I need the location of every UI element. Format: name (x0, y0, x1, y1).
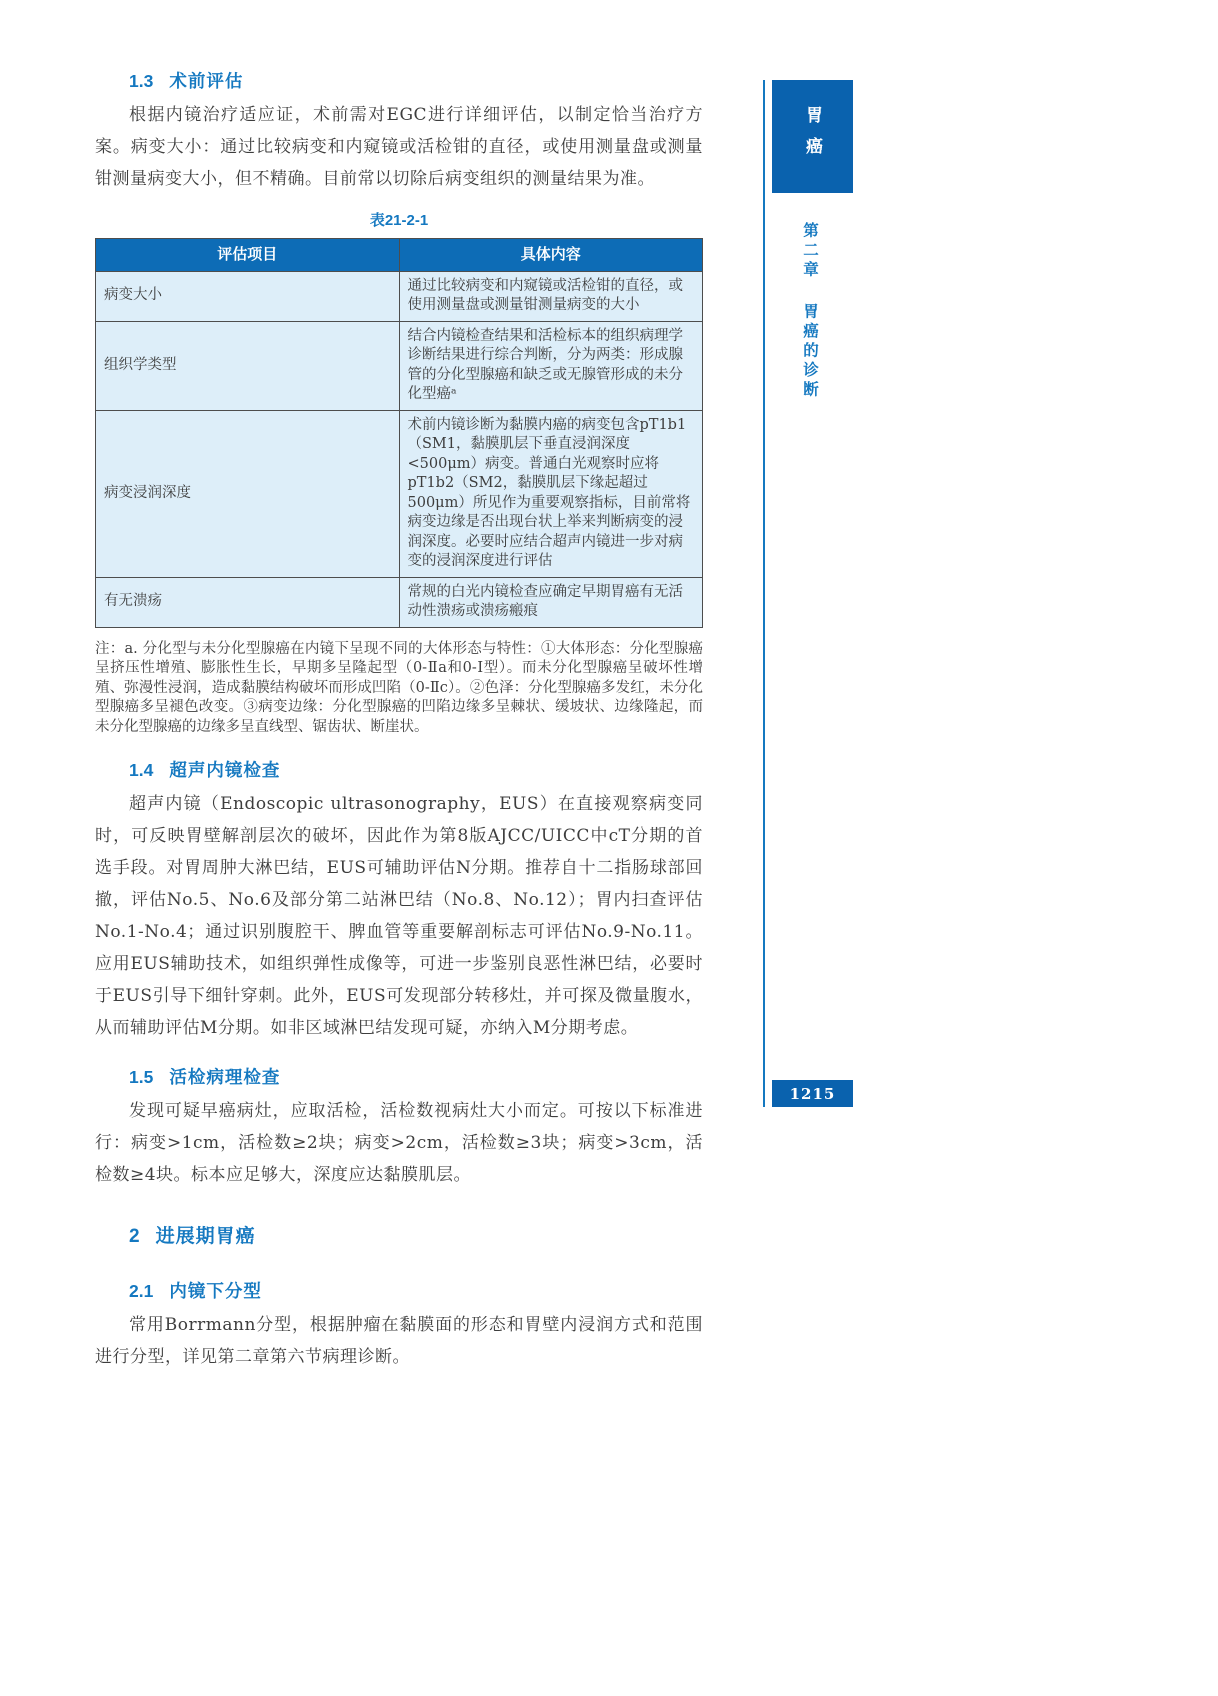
section-heading-1-4 (129, 757, 703, 782)
table-cell-content: 术前内镜诊断为黏膜内癌的病变包含pT1b1（SM1，黏膜肌层下垂直浸润深度<500μm）病变。普通白光观察时应将pT1b2（SM2，黏膜肌层下缘起超过500μm）所见作为重要观察指标，目前常将病变边缘是否出现台状上举来判断病变的浸润深度。必要时应结合超声内镜进一步对病变的浸润深度进行评估 (399, 410, 703, 577)
sidebar-chapter-block (772, 222, 853, 642)
table-cell-item: 组织学类型 (96, 321, 400, 410)
table-cell-content: 常规的白光内镜检查应确定早期胃癌有无活动性溃疡或溃疡瘢痕 (399, 577, 703, 627)
sidebar-tab-label: 胃癌 (803, 105, 822, 168)
section-number: 2.1 (129, 1281, 154, 1301)
paragraph-endoscopic-classification: 常用Borrmann分型，根据肿瘤在黏膜面的形态和胃壁内浸润方式和范围进行分型，详见第二章第六节病理诊断。 (95, 1315, 703, 1367)
table-cell-item: 有无溃疡 (96, 577, 400, 627)
section-number: 1.3 (129, 71, 154, 91)
evaluation-table (95, 238, 703, 628)
section-title: 活检病理检查 (169, 1067, 281, 1087)
paragraph-eus-examination: 超声内镜（Endoscopic ultrasonography，EUS）在直接观察病变同时，可反映胃壁解剖层次的破坏，因此作为第8版AJCC/UICC中cT分期的首选手段。对胃周肿大淋巴结，EUS可辅助评估N分期。推荐自十二指肠球部回撤，评估No.5、No.6及部分第二站淋巴结（No.8、No.12）；胃内扫查评估No.1-No.4；通过识别腹腔干、脾血管等重要解剖标志可评估No.9-No.11。应用EUS辅助技术，如组织弹性成像等，可进一步鉴别良恶性淋巴结，必要时于EUS引导下细针穿刺。此外，EUS可发现部分转移灶，并可探及微量腹水，从而辅助评估M分期。如非区域淋巴结发现可疑，亦纳入M分期考虑。 (95, 794, 703, 1038)
section-heading-1-3 (129, 68, 703, 93)
section-title: 术前评估 (169, 71, 244, 91)
page-number-badge (772, 1080, 853, 1107)
table-row (96, 577, 703, 627)
table-row (96, 410, 703, 577)
table-header-item: 评估项目 (96, 239, 400, 272)
sidebar-chapter-label: 第二章 (801, 222, 818, 281)
sidebar-chapter-title: 胃癌的诊断 (801, 302, 818, 400)
table-header-content: 具体内容 (399, 239, 703, 272)
table-footnote: 注：a. 分化型与未分化型腺癌在内镜下呈现不同的大体形态与特性：①大体形态：分化型腺癌呈挤压性增殖、膨胀性生长，早期多呈隆起型（0-Ⅱa和0-Ⅰ型）。而未分化型腺癌呈破坏性增殖、弥漫性浸润，造成黏膜结构破坏而形成凹陷（0-Ⅱc）。②色泽：分化型腺癌多发红，未分化型腺癌多呈褪色改变。③病变边缘：分化型腺癌的凹陷边缘多呈棘状、缓坡状、边缘隆起，而未分化型腺癌的边缘多呈直线型、锯齿状、断崖状。 (95, 640, 703, 735)
page-number: 1215 (789, 1084, 836, 1103)
table-row (96, 321, 703, 410)
section-title: 进展期胃癌 (155, 1226, 256, 1247)
section-heading-1-5 (129, 1064, 703, 1089)
section-number: 2 (129, 1226, 140, 1247)
section-heading-2-1 (129, 1278, 703, 1303)
section-number: 1.5 (129, 1067, 154, 1087)
section-heading-2 (129, 1221, 703, 1248)
table-cell-content: 结合内镜检查结果和活检标本的组织病理学诊断结果进行综合判断，分为两类：形成腺管的分化型腺癌和缺乏或无腺管形成的未分化型癌ᵃ (399, 321, 703, 410)
paragraph-biopsy-pathology: 发现可疑早癌病灶，应取活检，活检数视病灶大小而定。可按以下标准进行：病变>1cm，活检数≥2块；病变>2cm，活检数≥3块；病变>3cm，活检数≥4块。标本应足够大，深度应达黏膜肌层。 (95, 1101, 703, 1185)
table-cell-item: 病变浸润深度 (96, 410, 400, 577)
paragraph-preop-evaluation: 根据内镜治疗适应证，术前需对EGC进行详细评估，以制定恰当治疗方案。病变大小：通过比较病变和内窥镜或活检钳的直径，或使用测量盘或测量钳测量病变大小，但不精确。目前常以切除后病变组织的测量结果为准。 (95, 105, 703, 189)
section-number: 1.4 (129, 760, 154, 780)
sidebar-divider-line (763, 80, 765, 1107)
section-title: 超声内镜检查 (169, 760, 281, 780)
table-cell-item: 病变大小 (96, 271, 400, 321)
table-caption: 表21-2-1 (369, 212, 429, 229)
section-title: 内镜下分型 (169, 1281, 262, 1301)
table-row (96, 271, 703, 321)
main-content (95, 68, 703, 1373)
sidebar-tab-gastric-cancer (772, 80, 853, 193)
table-header-row (96, 239, 703, 272)
table-cell-content: 通过比较病变和内窥镜或活检钳的直径，或使用测量盘或测量钳测量病变的大小 (399, 271, 703, 321)
